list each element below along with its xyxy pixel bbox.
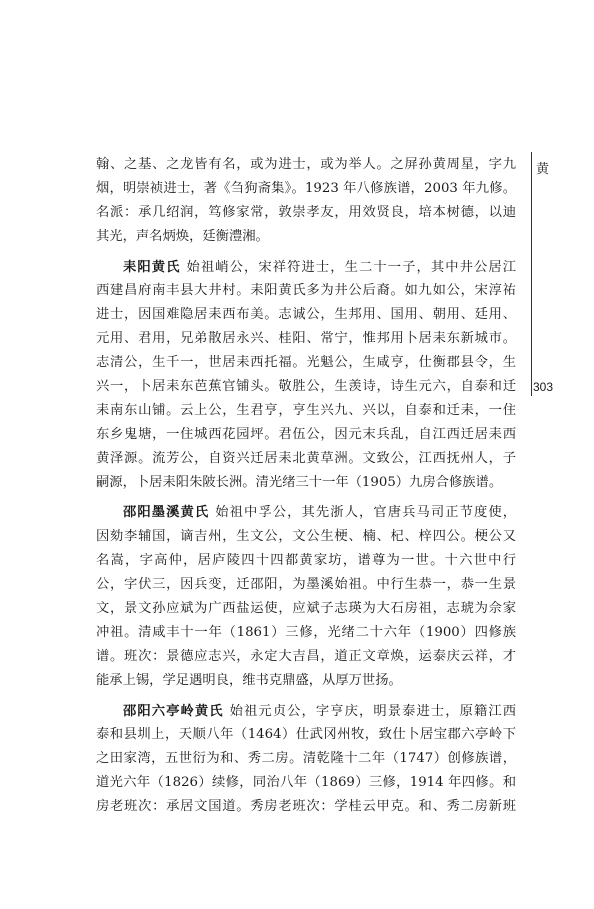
text-line: 其光，声名炳焕，廷衡澧湘。	[96, 228, 269, 244]
text-line	[96, 256, 516, 280]
text-line: 因劾李辅国，谪吉州，生文公，文公生梗、楠、杞、梓四公。梗公又	[96, 529, 516, 545]
text-line: 翰、之基、之龙皆有名，或为进士，或为举人。之屏孙黄周星，字九	[96, 157, 516, 172]
text-line: 名嵩，字高仲，居庐陵四十四都黄家坊，谱尊为一世。十六世中行	[96, 553, 516, 569]
text-line: 东乡鬼塘，一住城西花园坪。君伍公，因元末兵乱，自江西迁居耒西	[96, 426, 516, 442]
text-line: 公，字伏三，因兵变，迁邵阳，为墨溪始祖。中行生恭一，恭一生景	[96, 577, 516, 593]
text-line: 之田家湾，五世衍为和、秀二房。清乾隆十二年（1747）创修族谱，	[96, 751, 516, 767]
text-line: 名派：承几绍润，笃修家常，敦崇孝友，用效贤良，培本树德，以迪	[96, 204, 516, 220]
text-line: 志清公，生千一，世居耒西托福。光魁公，生咸亨，仕衡郡县令，生	[96, 355, 516, 371]
entry-heading: 耒阳黄氏	[123, 259, 181, 275]
line-text: 始祖中孚公，其先浙人，官唐兵马司正节度使，	[215, 505, 517, 521]
text-line: 耒南东山铺。云上公，生君亨，亨生兴九、兴以，自泰和迁耒，一住	[96, 402, 516, 418]
paragraph-gap	[96, 249, 516, 256]
running-header-char: 黄	[536, 162, 550, 177]
text-line	[96, 501, 516, 525]
text-line: 烟，明崇祯进士，著《刍狗斋集》。1923 年八修族谱，2003 年九修。	[96, 180, 516, 196]
text-line: 嗣源，卜居耒阳朱陂长洲。清光绪三十一年（1905）九房合修族谱。	[96, 474, 503, 490]
text-line: 文，景文孙应斌为广西盐运使，应斌子志瑛为大石房祖，志琥为佘家	[96, 601, 516, 617]
entry-heading: 邵阳墨溪黄氏	[123, 505, 210, 521]
text-line	[96, 700, 516, 724]
body-text	[96, 153, 516, 819]
text-line: 房老班次：承居文国道。秀房老班次：学桂云甲克。和、秀二房新班	[96, 799, 516, 815]
text-line: 元用、君用，兄弟散居永兴、桂阳、常宁，惟邦用卜居耒东新城市。	[96, 331, 516, 347]
text-line: 能承上锡，学足遇明良，维书克鼎盛，从厚万世扬。	[96, 672, 402, 688]
margin-rule	[531, 152, 532, 396]
paragraph-gap	[96, 494, 516, 501]
text-line: 谱。班次：景德应志兴，永定大吉昌，道正文章焕，运泰庆云祥，才	[96, 648, 516, 664]
line-text: 始祖峭公，宋祥符进士，生二十一子，其中井公居江	[186, 259, 517, 275]
paragraph-gap	[96, 693, 516, 700]
text-line: 冲祖。清咸丰十一年（1861）三修，光绪二十六年（1900）四修族	[96, 624, 516, 640]
page-number: 303	[533, 380, 554, 394]
entry-heading: 邵阳六亭岭黄氏	[123, 703, 224, 719]
text-line: 进士，因国难隐居耒西布美。志诚公，生邦用、国用、朝用、廷用、	[96, 307, 516, 323]
text-line: 兴一，卜居耒东芭蕉官铺头。敬胜公，生羡诗，诗生元六，自泰和迁	[96, 379, 516, 395]
text-line: 道光六年（1826）续修，同治八年（1869）三修，1914 年四修。和	[96, 775, 516, 791]
text-line: 泰和县圳上，天顺八年（1464）仕武冈州牧，致仕卜居宝郡六亭岭下	[96, 727, 516, 743]
text-line: 西建昌府南丰县大井村。耒阳黄氏多为井公后裔。如九如公，宋淳祐	[96, 283, 516, 299]
text-line: 黄泽源。流芳公，自资兴迁居耒北黄草洲。文致公，江西抚州人，子	[96, 450, 516, 466]
line-text: 始祖元贞公，字亨庆，明景泰进士，原籍江西	[229, 703, 517, 719]
